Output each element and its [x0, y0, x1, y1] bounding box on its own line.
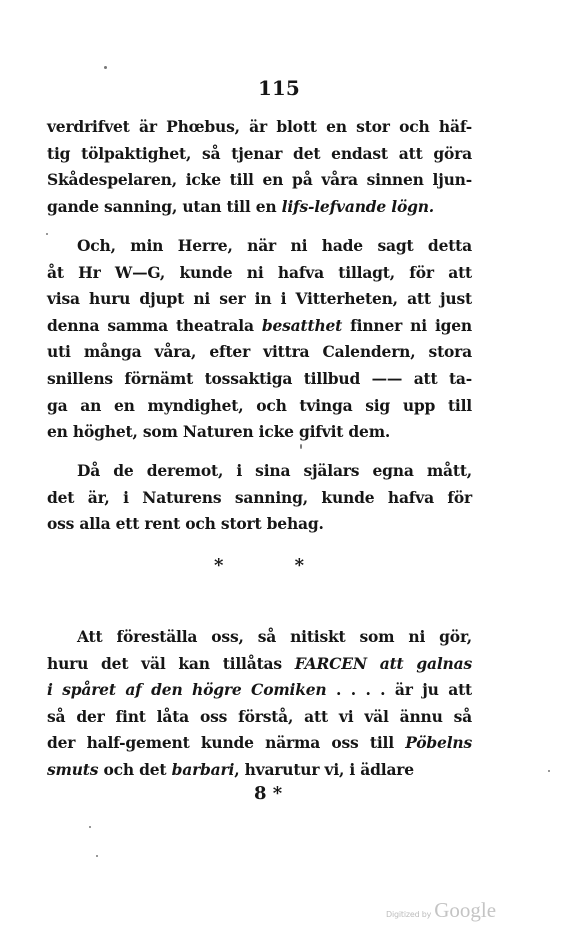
text-segment: ga an en myndighet, och tvinga sig upp till	[47, 395, 472, 415]
text-line	[47, 511, 472, 538]
signature-mark: 8 *	[254, 783, 283, 804]
text-segment: det är, i Naturens sanning, kunde hafva för	[47, 487, 472, 507]
text-segment: finner ni igen	[342, 315, 472, 335]
text-line	[47, 730, 472, 757]
text-line	[47, 194, 472, 221]
text-line	[47, 233, 472, 260]
italic-text: i spåret af den högre Comiken	[47, 680, 327, 700]
text-line	[47, 339, 472, 366]
text-line	[47, 704, 472, 731]
text-line	[47, 167, 472, 194]
text-segment: der half-gement kunde närma oss till	[47, 733, 406, 753]
section-break-asterisk: *	[214, 555, 224, 576]
watermark-brand: Google	[434, 898, 497, 922]
text-segment: verdrifvet är Phœbus, är blott en stor och häf-	[47, 117, 472, 136]
paragraph-2	[47, 233, 472, 446]
text-segment: uti många våra, efter vittra Calendern, stora	[47, 342, 472, 362]
section-break	[214, 555, 304, 576]
scan-speck	[548, 770, 550, 772]
text-segment: oss alla ett rent och stort behag.	[47, 514, 324, 534]
text-segment: och det	[98, 759, 172, 779]
text-line	[47, 651, 472, 678]
text-line	[47, 624, 472, 651]
text-segment: snillens förnämt tossaktiga tillbud —— att ta-	[47, 368, 472, 388]
text-line	[47, 677, 472, 704]
italic-text: besatthet	[261, 315, 343, 335]
scan-speck	[104, 66, 107, 69]
scan-speck	[46, 233, 48, 235]
page-number: 115	[258, 76, 300, 100]
text-segment: Att föreställa oss, så nitiskt som ni gör,	[77, 627, 472, 646]
text-segment: Skådespelaren, icke till en på våra sinnen ljun-	[47, 170, 472, 190]
italic-text: Pöbelns	[405, 733, 472, 753]
paragraph-3	[47, 458, 472, 538]
text-segment: åt Hr W—G, kunde ni hafva tillagt, för att	[47, 262, 472, 282]
paragraph-1	[47, 114, 472, 220]
text-segment: Och, min Herre, när ni hade sagt detta	[77, 236, 472, 255]
digitized-watermark	[386, 898, 496, 923]
text-segment: Då de deremot, i sina själars egna mått,	[77, 461, 472, 480]
text-line	[47, 458, 472, 485]
text-line	[47, 393, 472, 420]
italic-text: lifs-lefvande lögn.	[281, 196, 435, 216]
italic-text: FARCEN att galnas	[294, 653, 472, 673]
scan-speck	[89, 826, 91, 828]
text-line	[47, 286, 472, 313]
text-segment: huru det väl kan tillåtas	[47, 653, 295, 673]
section-break-asterisk: *	[294, 555, 304, 576]
text-line	[47, 141, 472, 168]
text-line	[47, 485, 472, 512]
scan-speck	[300, 444, 302, 449]
text-segment: . . . . är ju att	[326, 680, 472, 700]
text-line	[47, 419, 472, 446]
text-line	[47, 313, 472, 340]
text-line	[47, 757, 472, 784]
paragraph-4	[47, 624, 472, 784]
text-line	[47, 366, 472, 393]
text-segment: , hvarutur vi, i ädlare	[234, 759, 414, 779]
italic-text: smuts	[47, 759, 99, 779]
text-segment: så der fint låta oss förstå, att vi väl ännu så	[47, 706, 472, 726]
text-segment: visa huru djupt ni ser in i Vitterheten, att just	[47, 289, 472, 309]
text-line	[47, 114, 472, 141]
text-segment: en höghet, som Naturen icke gifvit dem.	[47, 422, 391, 442]
watermark-prefix: Digitized by	[386, 910, 432, 919]
italic-text: barbari	[171, 759, 235, 779]
text-segment: denna samma theatrala	[47, 315, 262, 335]
text-line	[47, 260, 472, 287]
text-segment: tig tölpaktighet, så tjenar det endast att göra	[47, 143, 472, 163]
text-segment: gande sanning, utan till en	[47, 196, 282, 216]
scan-speck	[96, 855, 98, 857]
